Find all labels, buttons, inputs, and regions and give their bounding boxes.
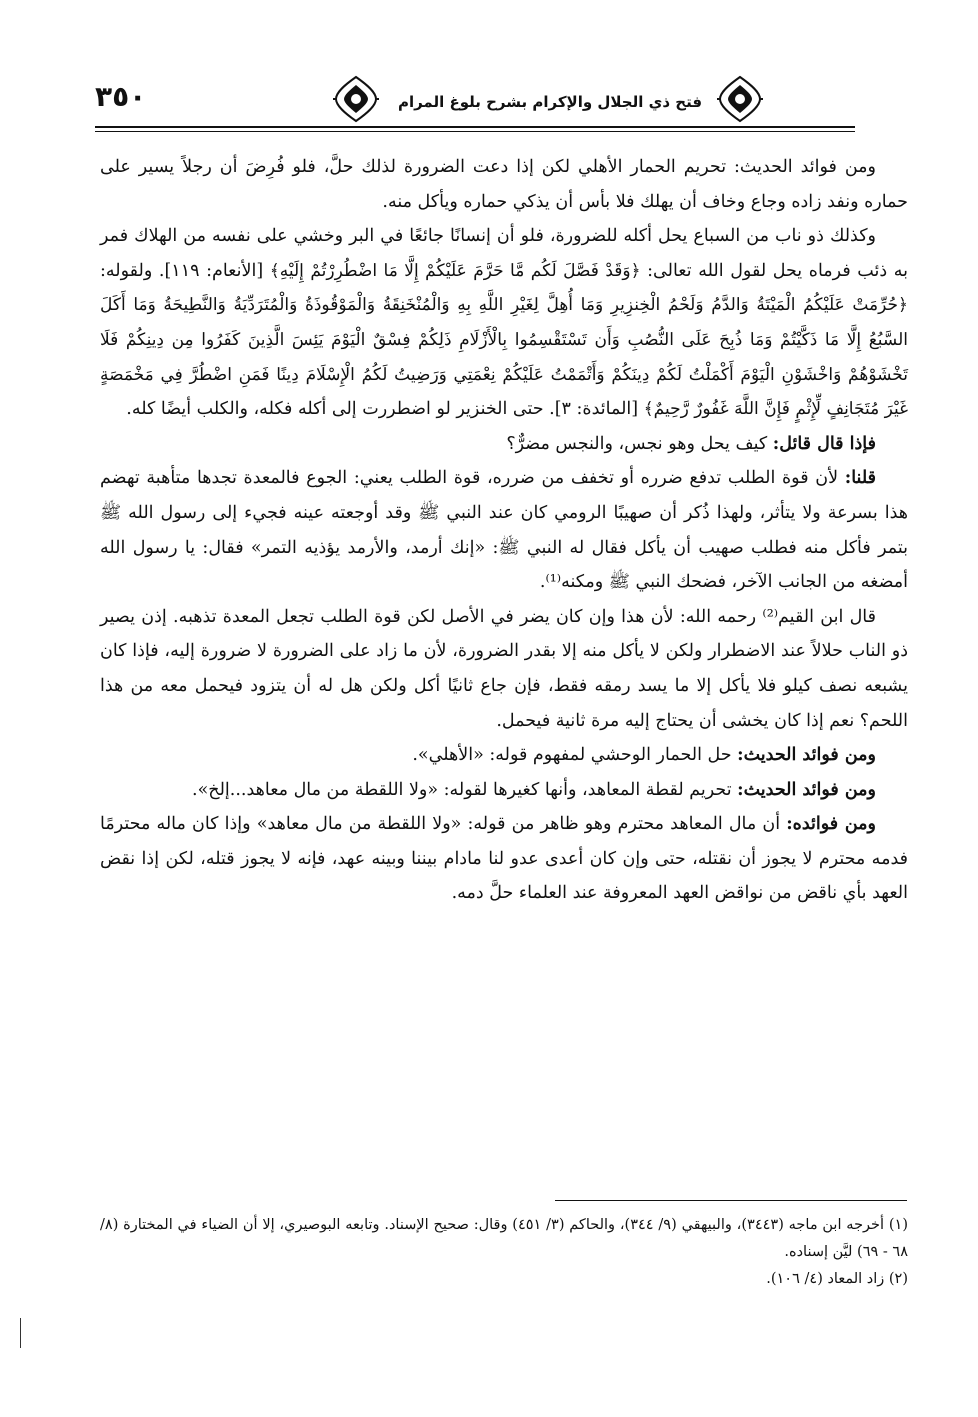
text-run: لأن قوة الطلب تدفع ضرره أو تخفف من ضرره، قوة الطلب يعني: الجوع فالمعدة تجدها متأهبة تهضم هذا بسرعة ولا يتأثر، ولهذا ذُكر أن صهيبًا الرومي كان عند النبي ﷺ وقد أوجعته عينه فجيء إلى رسول الله ﷺ بتمر فأكل منه فطلب صهيب أن يأكل فقال له النبي ﷺ: «إنك أرمد، والأرمد يؤذيه التمر» فقال: يا رسول الله أمضغه من الجانب الآخر، فضحك النبي ﷺ ومكنه⁽¹⁾. [100, 468, 908, 593]
paragraph [100, 773, 908, 808]
paragraph [100, 807, 908, 911]
text-run: أن مال المعاهد محترم وهو ظاهر من قوله: «ولا اللقطة من مال معاهد» وإذا كان ماله محترمًا فدمه محترم لا يجوز أن نقتله، حتى وإن كان أعدى عدو لنا مادام بيننا وبينه عهد، فإنه لا يجوز قتله، لكن إذا نقض العهد بأي ناقض من نواقض العهد المعروفة عند العلماء حلَّ دمه. [100, 814, 908, 904]
footnote-separator [555, 1200, 907, 1201]
arabesque-ornament-icon [717, 74, 763, 124]
main-text [100, 150, 908, 911]
running-title: فتح ذي الجلال والإكرام بشرح بلوغ المرام [397, 93, 703, 111]
lead-phrase: فإذا قال قائل: [772, 433, 876, 454]
paragraph [100, 427, 908, 462]
arabesque-ornament-icon [333, 74, 379, 124]
page-number: ٣٥٠ [95, 80, 147, 113]
footnote: (١) أخرجه ابن ماجه (٣٤٤٣)، والبيهقي (٩/ ٣٤٤)، والحاكم (٣/ ٤٥١) وقال: صحيح الإسناد. وتابعه البوصيري، إلا أن الضياء في المختارة (٨/ ٦٨ - ٦٩) ليَّن إسناده. [100, 1217, 908, 1260]
lead-phrase: ومن فوائد الحديث: [737, 779, 876, 800]
text-run: حل الحمار الوحشي لمفهوم قوله: «الأهلي». [412, 745, 738, 766]
margin-mark [20, 1318, 21, 1348]
text-run: وكذلك ذو ناب من السباع يحل أكله للضرورة، فلو أن إنسانًا جائعًا في البر وخشي على نفسه من الهلاك فمر به ذئب فرماه يحل لقول الله تعالى: [100, 226, 909, 281]
page-header [95, 72, 855, 144]
text-run: تحريم لقطة المعاهد، وأنها كغيرها لقوله: «ولا اللقطة من مال معاهد...إلخ». [192, 779, 738, 800]
text-run: كيف يحل وهو نجس، والنجس مضرٌّ؟ [506, 433, 773, 454]
paragraph: قال ابن القيم⁽²⁾ رحمه الله: لأن هذا وإن كان يضر في الأصل لكن قوة الطلب تجعل المعدة تذهبه. إذن يصير ذو الناب حلالاً عند الاضطرار ولكن لا يأكل منه إلا بقدر الضرورة، لأن ما زاد على الضرورة لا ضرورة إليه، فإذا كان يشبعه نصف كيلو فلا يأكل إلا ما يسد رمقه فقط، فإن جاع ثانيًا أكل ولكن هل له أن يتزود فيحمل معه من هذا اللحم؟ نعم إذا كان يخشى أن يحتاج إليه مرة ثانية فيحمل. [100, 606, 908, 731]
paragraph [100, 219, 908, 427]
quran-verse: ﴿حُرِّمَتْ عَلَيْكُمُ الْمَيْتَةُ وَالدَّمُ وَلَحْمُ الْخِنزِيرِ وَمَا أُهِلَّ لِغَيْرِ اللَّهِ بِهِ وَالْمُنْخَنِقَةُ وَالْمَوْقُوذَةُ وَالْمُتَرَدِّيَةُ وَالنَّطِيحَةُ وَمَا أَكَلَ السَّبُعُ إِلَّا مَا ذَكَّيْتُمْ وَمَا ذُبِحَ عَلَى النُّصُبِ وَأَن تَسْتَقْسِمُوا بِالْأَزْلَامِ ذَلِكُمْ فِسْقٌ الْيَوْمَ يَئِسَ الَّذِينَ كَفَرُوا مِن دِينِكُمْ فَلَا تَخْشَوْهُمْ وَاخْشَوْنِ الْيَوْمَ أَكْمَلْتُ لَكُمْ دِينَكُمْ وَأَتْمَمْتُ عَلَيْكُمْ نِعْمَتِي وَرَضِيتُ لَكُمُ الْإِسْلَامَ دِينًا فَمَنِ اضْطُرَّ فِي مَخْمَصَةٍ غَيْرَ مُتَجَانِفٍ لِّإِثْمٍ فَإِنَّ اللَّهَ غَفُورٌ رَّحِيمٌ﴾ [100, 295, 908, 420]
lead-phrase: ومن فوائد الحديث: [737, 745, 876, 766]
footnote: (٢) زاد المعاد (٤/ ١٠٦). [766, 1271, 908, 1287]
paragraph [100, 738, 908, 773]
lead-phrase: ومن فوائده: [786, 814, 876, 835]
paragraph: ومن فوائد الحديث: تحريم الحمار الأهلي لكن إذا دعت الضرورة لذلك حلَّ، فلو فُرِضَ أن رجلاً يسير على حماره ونفد زاده وجاع وخاف أن يهلك فلا بأس أن يذكي حماره ويأكل منه. [100, 157, 908, 212]
text-run: [الأنعام: ١١٩]. ولقوله: [100, 260, 270, 281]
paragraph [100, 461, 908, 599]
text-run: [المائدة: ٣]. حتى الخنزير لو اضطررت إلى أكله فكله، والكلب أيضًا كله. [126, 399, 644, 420]
header-rule [95, 126, 855, 128]
quran-verse: ﴿وَقَدْ فَصَّلَ لَكُم مَّا حَرَّمَ عَلَيْكُمْ إِلَّا مَا اضْطُرِرْتُمْ إِلَيْهِ﴾ [269, 260, 641, 281]
lead-phrase: قلنا: [844, 468, 876, 489]
footnotes [100, 1212, 908, 1293]
header-rule-thin [95, 131, 855, 132]
